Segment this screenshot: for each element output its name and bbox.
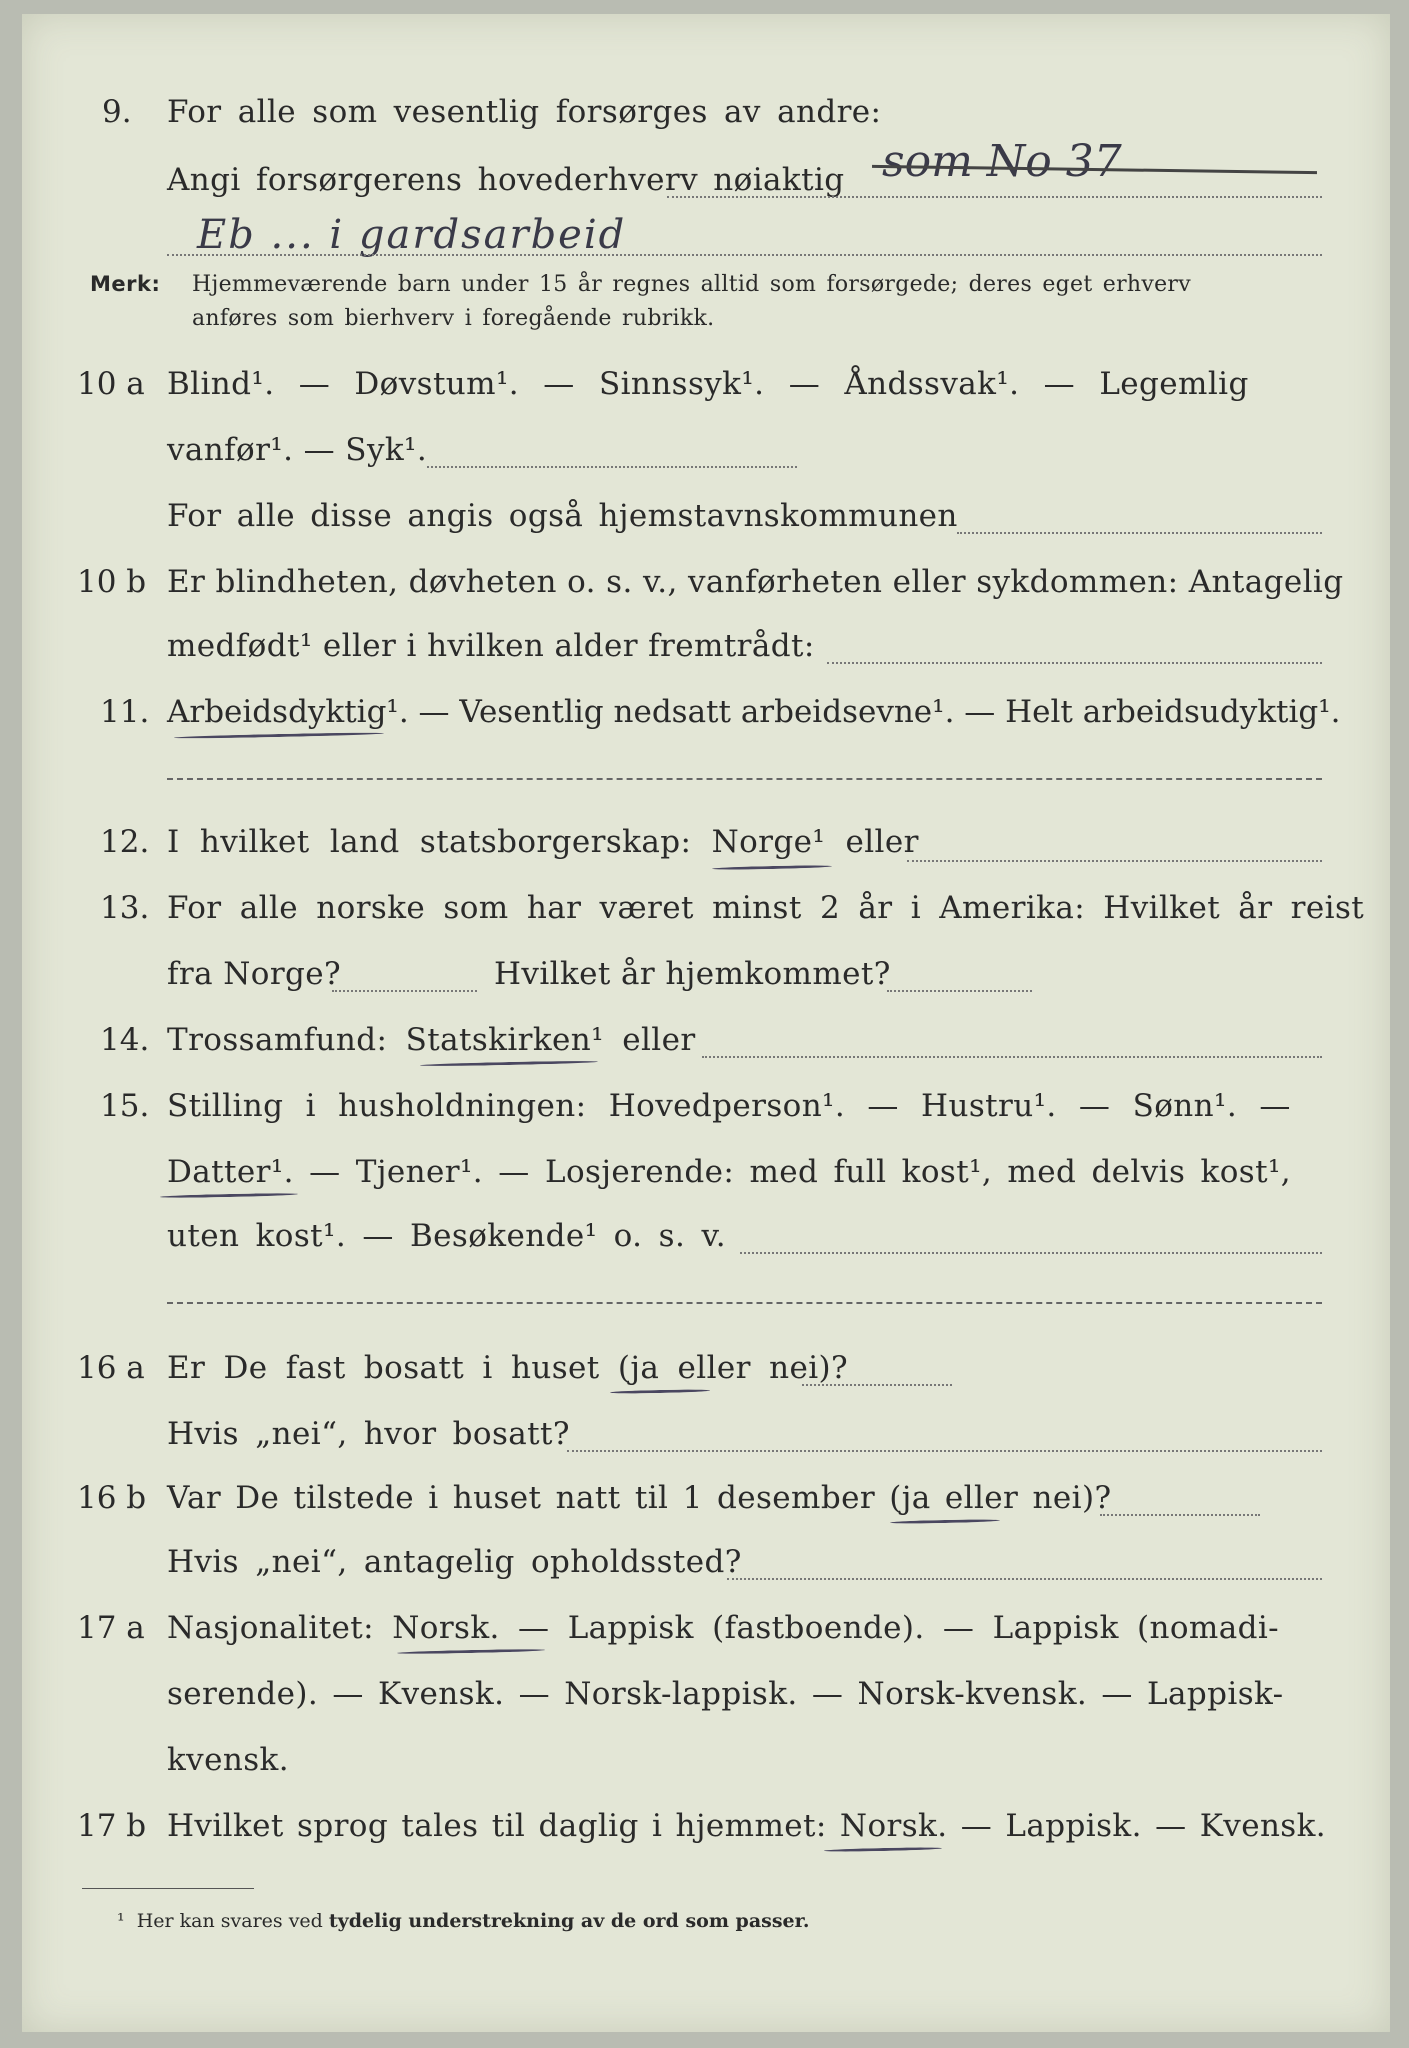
q14-number: 14. <box>100 1022 150 1058</box>
q10b-line2: medfødt¹ eller i hvilken alder fremtrådt: <box>167 628 815 664</box>
footnote-bold-text: tydelig understrekning av de ord som passer. <box>328 1910 810 1932</box>
q13-number: 13. <box>100 890 150 926</box>
q11-line1: Arbeidsdyktig¹. — Vesentlig nedsatt arbeidsevne¹. — Helt arbeidsudyktig¹. <box>167 694 1341 730</box>
q17b-number: 17 b <box>77 1808 147 1844</box>
q17b-handwritten-underline <box>824 1847 942 1852</box>
q16a-answer-line <box>802 1384 952 1386</box>
q16b-stay-line <box>727 1578 1322 1580</box>
q11-number: 11. <box>100 694 150 730</box>
q12-number: 12. <box>100 824 150 860</box>
q16b-line2: Hvis „nei“, antagelig opholdssted? <box>167 1544 742 1580</box>
q12-line1: I hvilket land statsborgerskap: Norge¹ eller <box>167 824 919 860</box>
q10a-line2: vanfør¹. — Syk¹. <box>167 432 428 468</box>
q15-handwritten-underline <box>160 1193 298 1199</box>
q11-handwritten-underline <box>174 732 384 739</box>
q16a-number: 16 a <box>77 1350 145 1386</box>
q9-handwritten-answer: Eb ... i gardsarbeid <box>197 212 627 258</box>
q16b-handwritten-underline <box>890 1519 1000 1524</box>
merk-line1: Hjemmeværende barn under 15 år regnes alltid som forsørgede; deres eget erhverv <box>192 272 1191 297</box>
q13-line2a: fra Norge? <box>167 956 342 992</box>
q16a-line1: Er De fast bosatt i huset (ja eller nei)? <box>167 1350 849 1386</box>
q13-year-returned-line <box>887 990 1032 992</box>
q9-answer-line <box>667 196 1322 198</box>
q9-second-answer-line <box>167 254 1322 256</box>
q10a-number: 10 a <box>77 366 145 402</box>
q9-struck-answer: som No 37 <box>882 136 1122 187</box>
q12-handwritten-underline <box>712 865 832 871</box>
q17a-line3: kvensk. <box>167 1742 289 1778</box>
q10b-number: 10 b <box>77 564 147 600</box>
q16b-line1: Var De tilstede i huset natt til 1 desember (ja eller nei)? <box>167 1480 1112 1516</box>
q16a-line2: Hvis „nei“, hvor bosatt? <box>167 1416 570 1452</box>
q9-line2: Angi forsørgerens hovederhverv nøiaktig <box>167 162 845 198</box>
q15-answer-line <box>740 1252 1322 1254</box>
q15-line2: Datter¹. — Tjener¹. — Losjerende: med full kost¹, med delvis kost¹, <box>167 1154 1292 1190</box>
q16a-residence-line <box>567 1450 1322 1452</box>
q15-second-answer-line <box>167 1302 1322 1304</box>
q17a-handwritten-underline <box>397 1648 545 1654</box>
q9-number: 9. <box>102 94 132 130</box>
footnote-text: Her kan svares ved <box>136 1910 323 1932</box>
footnote-rule <box>82 1888 254 1889</box>
q10b-line1: Er blindheten, døvheten o. s. v., vanførheten eller sykdommen: Antagelig <box>167 564 1344 600</box>
q16a-handwritten-underline <box>610 1389 710 1394</box>
q10a-line3: For alle disse angis også hjemstavnskommunen <box>167 498 958 534</box>
q9-line1: For alle som vesentlig forsørges av andre: <box>167 94 882 130</box>
q17a-line1: Nasjonalitet: Norsk. — Lappisk (fastboende). — Lappisk (nomadi- <box>167 1610 1280 1646</box>
q10a-line1: Blind¹. — Døvstum¹. — Sinnssyk¹. — Åndssvak¹. — Legemlig <box>167 366 1249 402</box>
q17a-line2: serende). — Kvensk. — Norsk-lappisk. — Norsk-kvensk. — Lappisk- <box>167 1676 1284 1712</box>
merk-line2: anføres som bierhverv i foregående rubrikk. <box>192 306 715 331</box>
q14-line1: Trossamfund: Statskirken¹ eller <box>167 1022 696 1058</box>
q11-answer-line <box>167 778 1322 780</box>
census-form-page <box>22 14 1390 2032</box>
q14-answer-line <box>702 1056 1322 1058</box>
q15-line3: uten kost¹. — Besøkende¹ o. s. v. <box>167 1218 726 1254</box>
footnote-mark: ¹ <box>117 1910 125 1932</box>
q15-number: 15. <box>100 1088 150 1124</box>
q10a-answer-line <box>427 466 797 468</box>
q16b-number: 16 b <box>77 1480 147 1516</box>
q13-line2b: Hvilket år hjemkommet? <box>494 956 891 992</box>
q15-line1: Stilling i husholdningen: Hovedperson¹. — Hustru¹. — Sønn¹. — <box>167 1088 1291 1124</box>
q17a-number: 17 a <box>77 1610 145 1646</box>
q10b-answer-line <box>827 662 1322 664</box>
merk-label: Merk: <box>90 272 161 296</box>
q13-line1: For alle norske som har været minst 2 år i Amerika: Hvilket år reist <box>167 890 1365 926</box>
q16b-answer-line <box>1100 1514 1260 1516</box>
q17b-line1: Hvilket sprog tales til daglig i hjemmet: Norsk. — Lappisk. — Kvensk. <box>167 1808 1327 1844</box>
q14-handwritten-underline <box>420 1060 598 1067</box>
q13-year-left-line <box>332 990 477 992</box>
footnote <box>117 1910 810 1932</box>
q10a-hjemstavn-line <box>957 532 1322 534</box>
q12-answer-line <box>907 860 1322 862</box>
